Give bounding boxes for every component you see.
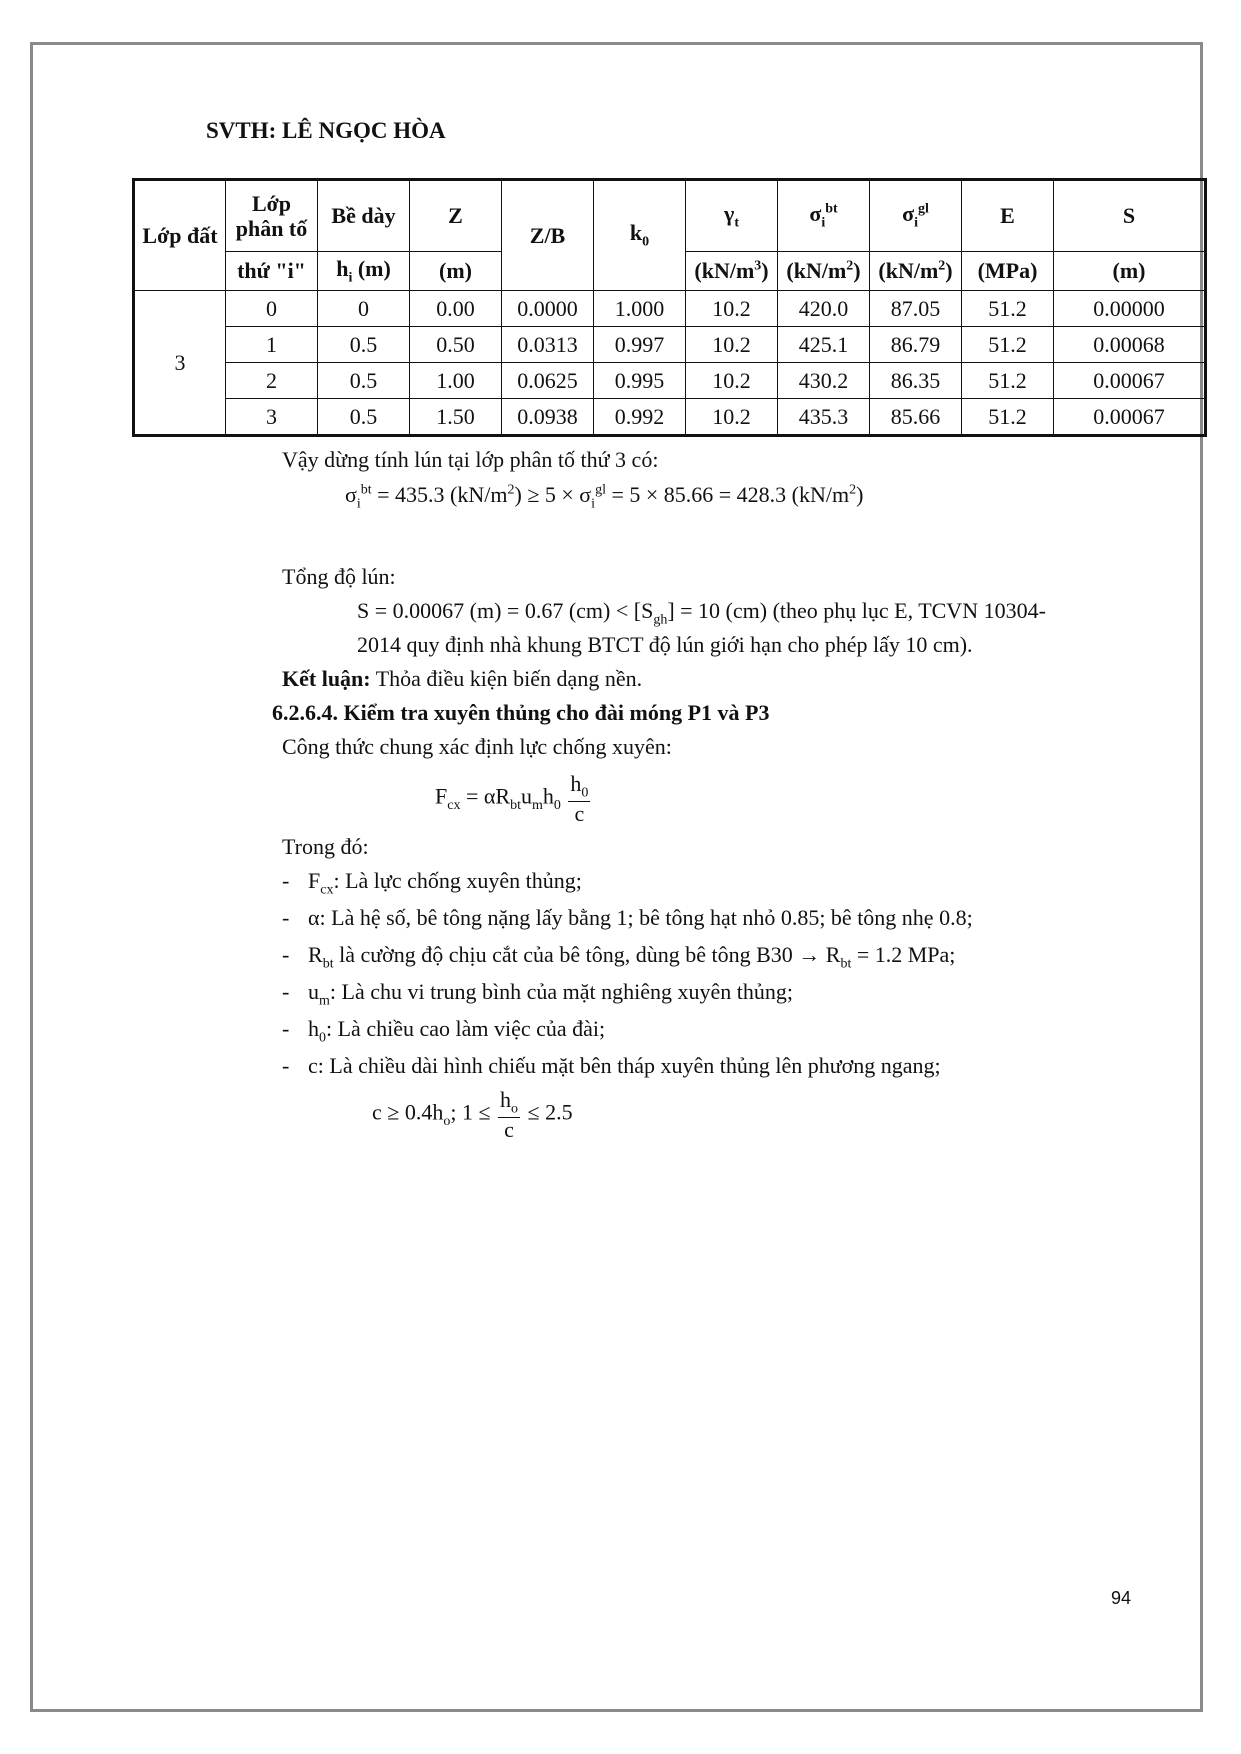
- table-cell: 85.66: [870, 399, 962, 436]
- unit-z: (m): [410, 252, 502, 291]
- page-number: 94: [1110, 1588, 1131, 1608]
- table-cell: 435.3: [778, 399, 870, 436]
- section-heading: 6.2.6.4. Kiểm tra xuyên thủng cho đài móng P1 và P3: [272, 700, 770, 725]
- table-cell: 0.0938: [502, 399, 594, 436]
- unit-s: (m): [1054, 252, 1206, 291]
- table-cell: 3: [226, 399, 318, 436]
- table-cell: 86.35: [870, 363, 962, 399]
- formula-intro: Công thức chung xác định lực chống xuyên:: [282, 734, 672, 759]
- table-cell: 1.00: [410, 363, 502, 399]
- table-cell: 86.79: [870, 327, 962, 363]
- col-zb: Z/B: [502, 180, 594, 291]
- table-cell: 0.0313: [502, 327, 594, 363]
- unit-sigma-bt: $(kN/m^2)$: [778, 252, 870, 291]
- layer-cell: 3: [134, 291, 226, 436]
- formula-fraction: $\frac{h_0}{c}$: [570, 771, 589, 827]
- list-item: - $R_{bt}$ là cường độ chịu cắt của bê tông, dùng bê tông $B30 \to R_{bt} = 1.2$ MPa;: [282, 942, 956, 972]
- table-cell: 430.2: [778, 363, 870, 399]
- table-cell: 0.5: [318, 327, 410, 363]
- unit-e: (MPa): [962, 252, 1054, 291]
- table-cell: 0: [226, 291, 318, 327]
- table-cell: 51.2: [962, 327, 1054, 363]
- col-sigma-bt: $\sigma_i^{bt}$: [778, 180, 870, 252]
- table-cell: 0.0000: [502, 291, 594, 327]
- table-cell: 87.05: [870, 291, 962, 327]
- list-item: - $h_0$: Là chiều cao làm việc của đài;: [282, 1016, 606, 1046]
- condition-fraction: $\frac{h_o}{c}$: [500, 1087, 519, 1143]
- table-header-row-1: [134, 180, 1206, 252]
- unit-hi: $h_i$ (m): [318, 252, 410, 291]
- conclusion: Kết luận: Thỏa điều kiện biến dạng nền.: [282, 666, 643, 691]
- table-cell: 0: [318, 291, 410, 327]
- col-lop-phan-to: Lớp phân tố: [226, 180, 318, 252]
- table-cell: 51.2: [962, 291, 1054, 327]
- settlement-table: [132, 178, 1207, 437]
- col-k0: $k_0$: [594, 180, 686, 291]
- col-lop-dat: Lớp đất: [134, 180, 226, 291]
- where-label: Trong đó:: [282, 834, 369, 859]
- table-cell: 2: [226, 363, 318, 399]
- table-cell: 0.5: [318, 399, 410, 436]
- table-cell: 425.1: [778, 327, 870, 363]
- list-item: - α: Là hệ số, bê tông nặng lấy bằng 1; bê tông hạt nhỏ 0.85; bê tông nhẹ 0.8;: [282, 905, 973, 930]
- table-cell: 1: [226, 327, 318, 363]
- col-gamma: $\gamma_t$: [686, 180, 778, 252]
- table-cell: 51.2: [962, 363, 1054, 399]
- table-cell: 420.0: [778, 291, 870, 327]
- table-row: [134, 363, 1206, 399]
- settlement-line-2: 2014 quy định nhà khung BTCT độ lún giới hạn cho phép lấy 10 cm).: [357, 632, 973, 657]
- settlement-line-1: S = 0.00067 (m) = 0.67 $(cm) < [S_{gh}] = 10$ (cm) (theo phụ lục E, TCVN 10304-: [357, 598, 1046, 628]
- list-item: - $u_m$: Là chu vi trung bình của mặt nghiêng xuyên thủng;: [282, 979, 794, 1009]
- list-item: - $F_{cx}$: Là lực chống xuyên thủng;: [282, 868, 582, 898]
- table-cell: 0.0625: [502, 363, 594, 399]
- unit-gamma: $(kN/m^3)$: [686, 252, 778, 291]
- table-cell: 0.00068: [1054, 327, 1206, 363]
- col-z: Z: [410, 180, 502, 252]
- table-cell: 1.50: [410, 399, 502, 436]
- table-cell: 0.00000: [1054, 291, 1206, 327]
- table-cell: 0.997: [594, 327, 686, 363]
- col-e: E: [962, 180, 1054, 252]
- col-be-day: Bề dày: [318, 180, 410, 252]
- settlement-title: Tổng độ lún:: [282, 564, 396, 589]
- table-cell: 10.2: [686, 327, 778, 363]
- table-cell: 0.00067: [1054, 399, 1206, 436]
- table-cell: 0.00: [410, 291, 502, 327]
- table-cell: 0.5: [318, 363, 410, 399]
- table-row: [134, 291, 1206, 327]
- condition-formula: $c \ge 0.4h_o$; 1 ≤ $\frac{h_o}{c}$ ≤ 2.5: [372, 1087, 573, 1143]
- list-item: - c: Là chiều dài hình chiếu mặt bên tháp xuyên thủng lên phương ngang;: [282, 1053, 941, 1078]
- table-cell: 51.2: [962, 399, 1054, 436]
- unit-sigma-gl: $(kN/m^2)$: [870, 252, 962, 291]
- page-header: SVTH: LÊ NGỌC HÒA: [206, 118, 446, 143]
- col-sigma-gl: $\sigma_i^{gl}$: [870, 180, 962, 252]
- table-row: [134, 399, 1206, 436]
- stop-formula: $\sigma_i^{bt} = 435.3$ $(kN/m^2) \ge 5 \times \sigma_i^{gl} = 5 \times 85.66 = 428.3$ $(kN/m^2)$: [345, 482, 864, 512]
- table-cell: 0.50: [410, 327, 502, 363]
- stop-intro: Vậy dừng tính lún tại lớp phân tố thứ 3 có:: [282, 447, 659, 472]
- col-s: S: [1054, 180, 1206, 252]
- unit-thu-i: thứ "i": [226, 252, 318, 291]
- table-cell: 10.2: [686, 363, 778, 399]
- table-cell: 0.992: [594, 399, 686, 436]
- table-cell: 0.995: [594, 363, 686, 399]
- table-cell: 0.00067: [1054, 363, 1206, 399]
- table-cell: 10.2: [686, 399, 778, 436]
- table-cell: 1.000: [594, 291, 686, 327]
- table-row: [134, 327, 1206, 363]
- table-cell: 10.2: [686, 291, 778, 327]
- punching-formula: $F_{cx} = \alpha R_{bt}u_mh_0$ $\frac{h_0}{c}$: [435, 771, 589, 827]
